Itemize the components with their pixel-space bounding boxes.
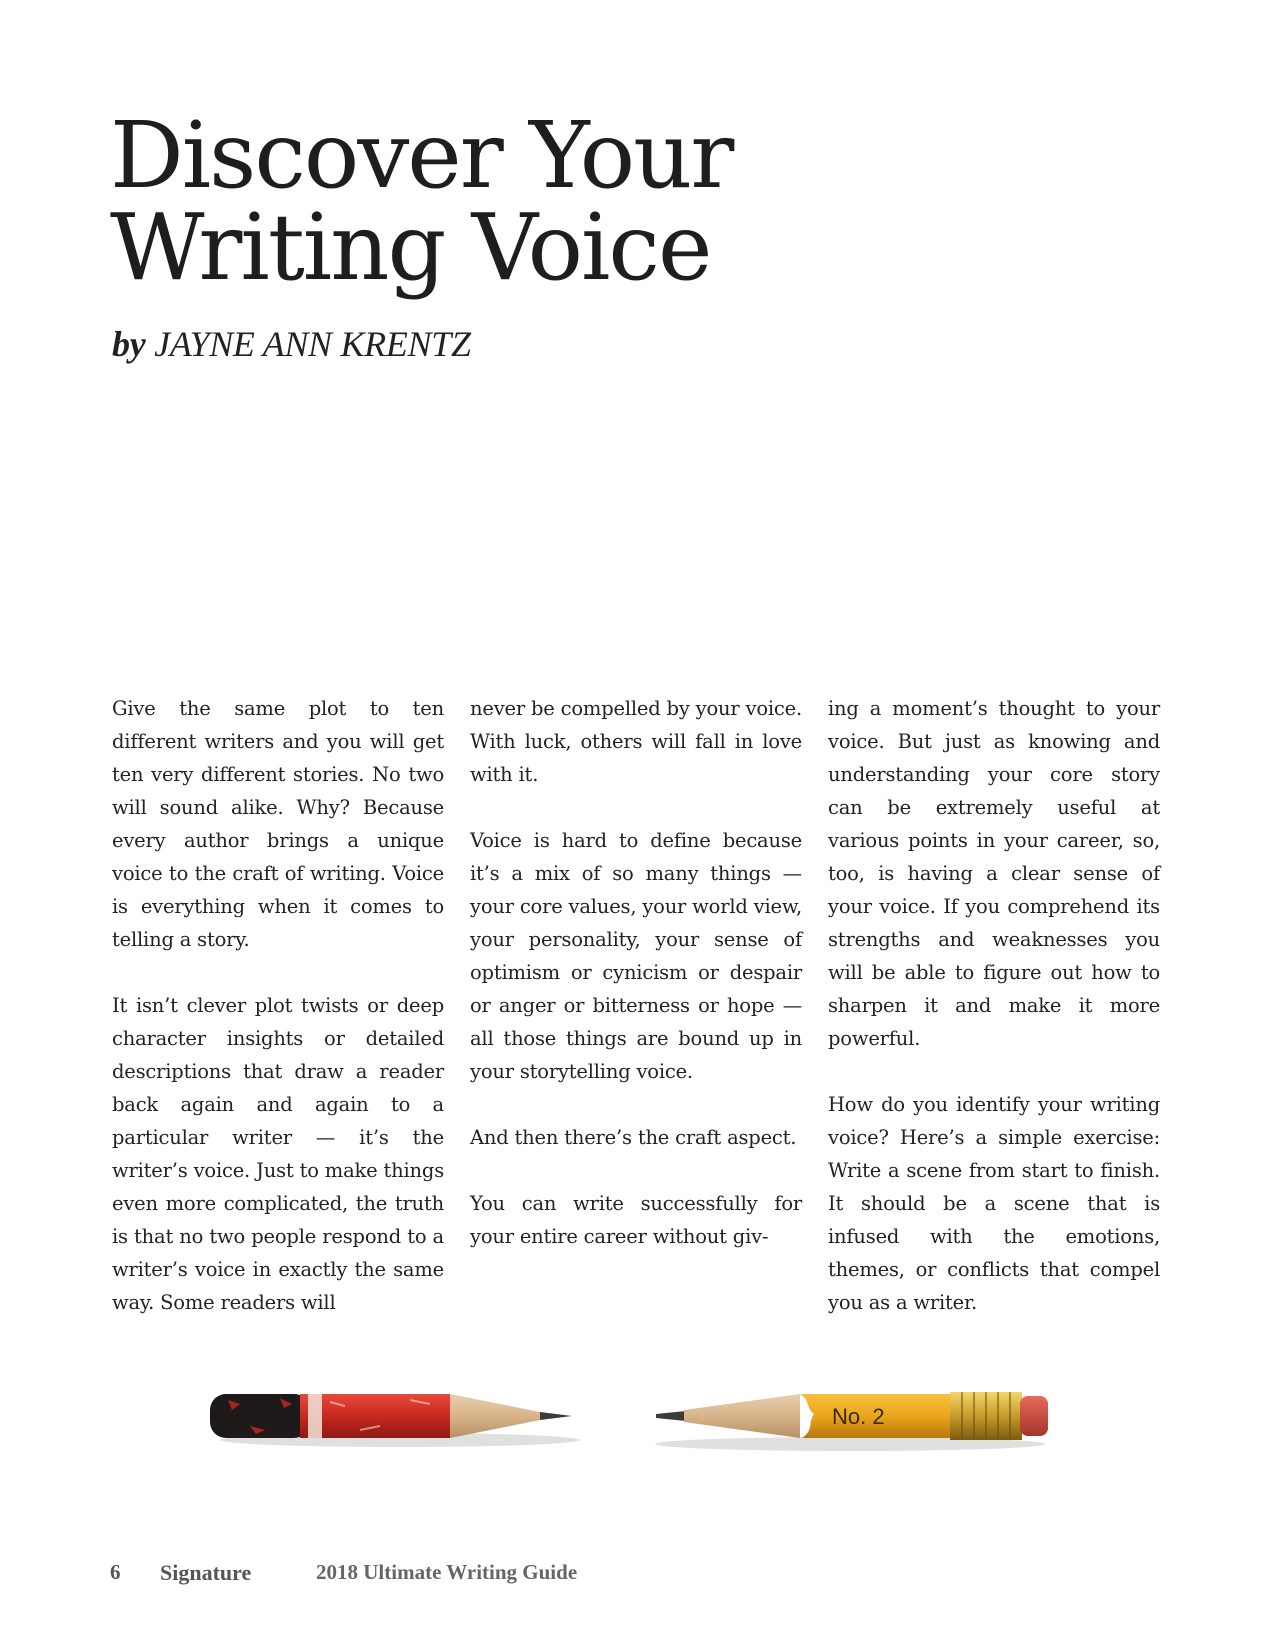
paragraph: It isn’t clever plot twists or deep character insights or detailed descriptions that draw a reader back again and again to a particular writer — it’s the writer’s voice. Just to make things even more complicated, the truth is that no two people respond to a writer’s voice in exactly the same way. Some readers will — [112, 994, 444, 1314]
paragraph: And then there’s the craft aspect. — [470, 1126, 797, 1149]
body-column-1 — [112, 692, 444, 1319]
byline-author: JAYNE ANN KRENTZ — [154, 324, 471, 364]
page-footer — [0, 1560, 1275, 1590]
pencils-illustration — [210, 1386, 1100, 1476]
paragraph: never be compelled by your voice. With luck, others will fall in love with it. — [470, 697, 802, 786]
page-number: 6 — [110, 1560, 121, 1584]
paragraph: How do you identify your writing voice? Here’s a simple exercise: Write a scene from start to finish. It should be a scene that is infused with the emotions, themes, or conflicts that compel you as a writer. — [828, 1093, 1160, 1314]
paragraph: You can write successfully for your entire career without giv- — [470, 1192, 802, 1248]
title-line-2: Writing Voice — [110, 194, 711, 301]
issue-title: 2018 Ultimate Writing Guide — [316, 1560, 578, 1584]
paragraph: Voice is hard to define because it’s a mix of so many things — your core values, your world view, your personality, your sense of optimism or cynicism or despair or anger or bitterness or hope — all those things are bound up in your storytelling voice. — [470, 829, 803, 1083]
body-column-3 — [828, 692, 1160, 1319]
title-line-1: Discover Your — [110, 102, 733, 209]
red-pencil-icon — [210, 1394, 580, 1447]
article-title — [110, 102, 733, 301]
pencil-label: No. 2 — [832, 1404, 885, 1429]
body-column-2 — [470, 692, 802, 1253]
byline — [112, 322, 471, 366]
paragraph: ing a moment’s thought to your voice. But just as knowing and understanding your core story can be extremely useful at various points in your career, so, too, is having a clear sense of your voice. If you comprehend its strengths and weaknesses you will be able to figure out how to sharpen it and make it more powerful. — [828, 697, 1160, 1050]
paragraph: Give the same plot to ten different writers and you will get ten very different stories. No two will sound alike. Why? Because every author brings a unique voice to the craft of writing. Voice is everything when it comes to telling a story. — [112, 697, 444, 951]
byline-prefix: by — [112, 324, 146, 364]
magazine-name: Signature — [160, 1560, 252, 1585]
yellow-pencil-icon — [655, 1392, 1048, 1451]
